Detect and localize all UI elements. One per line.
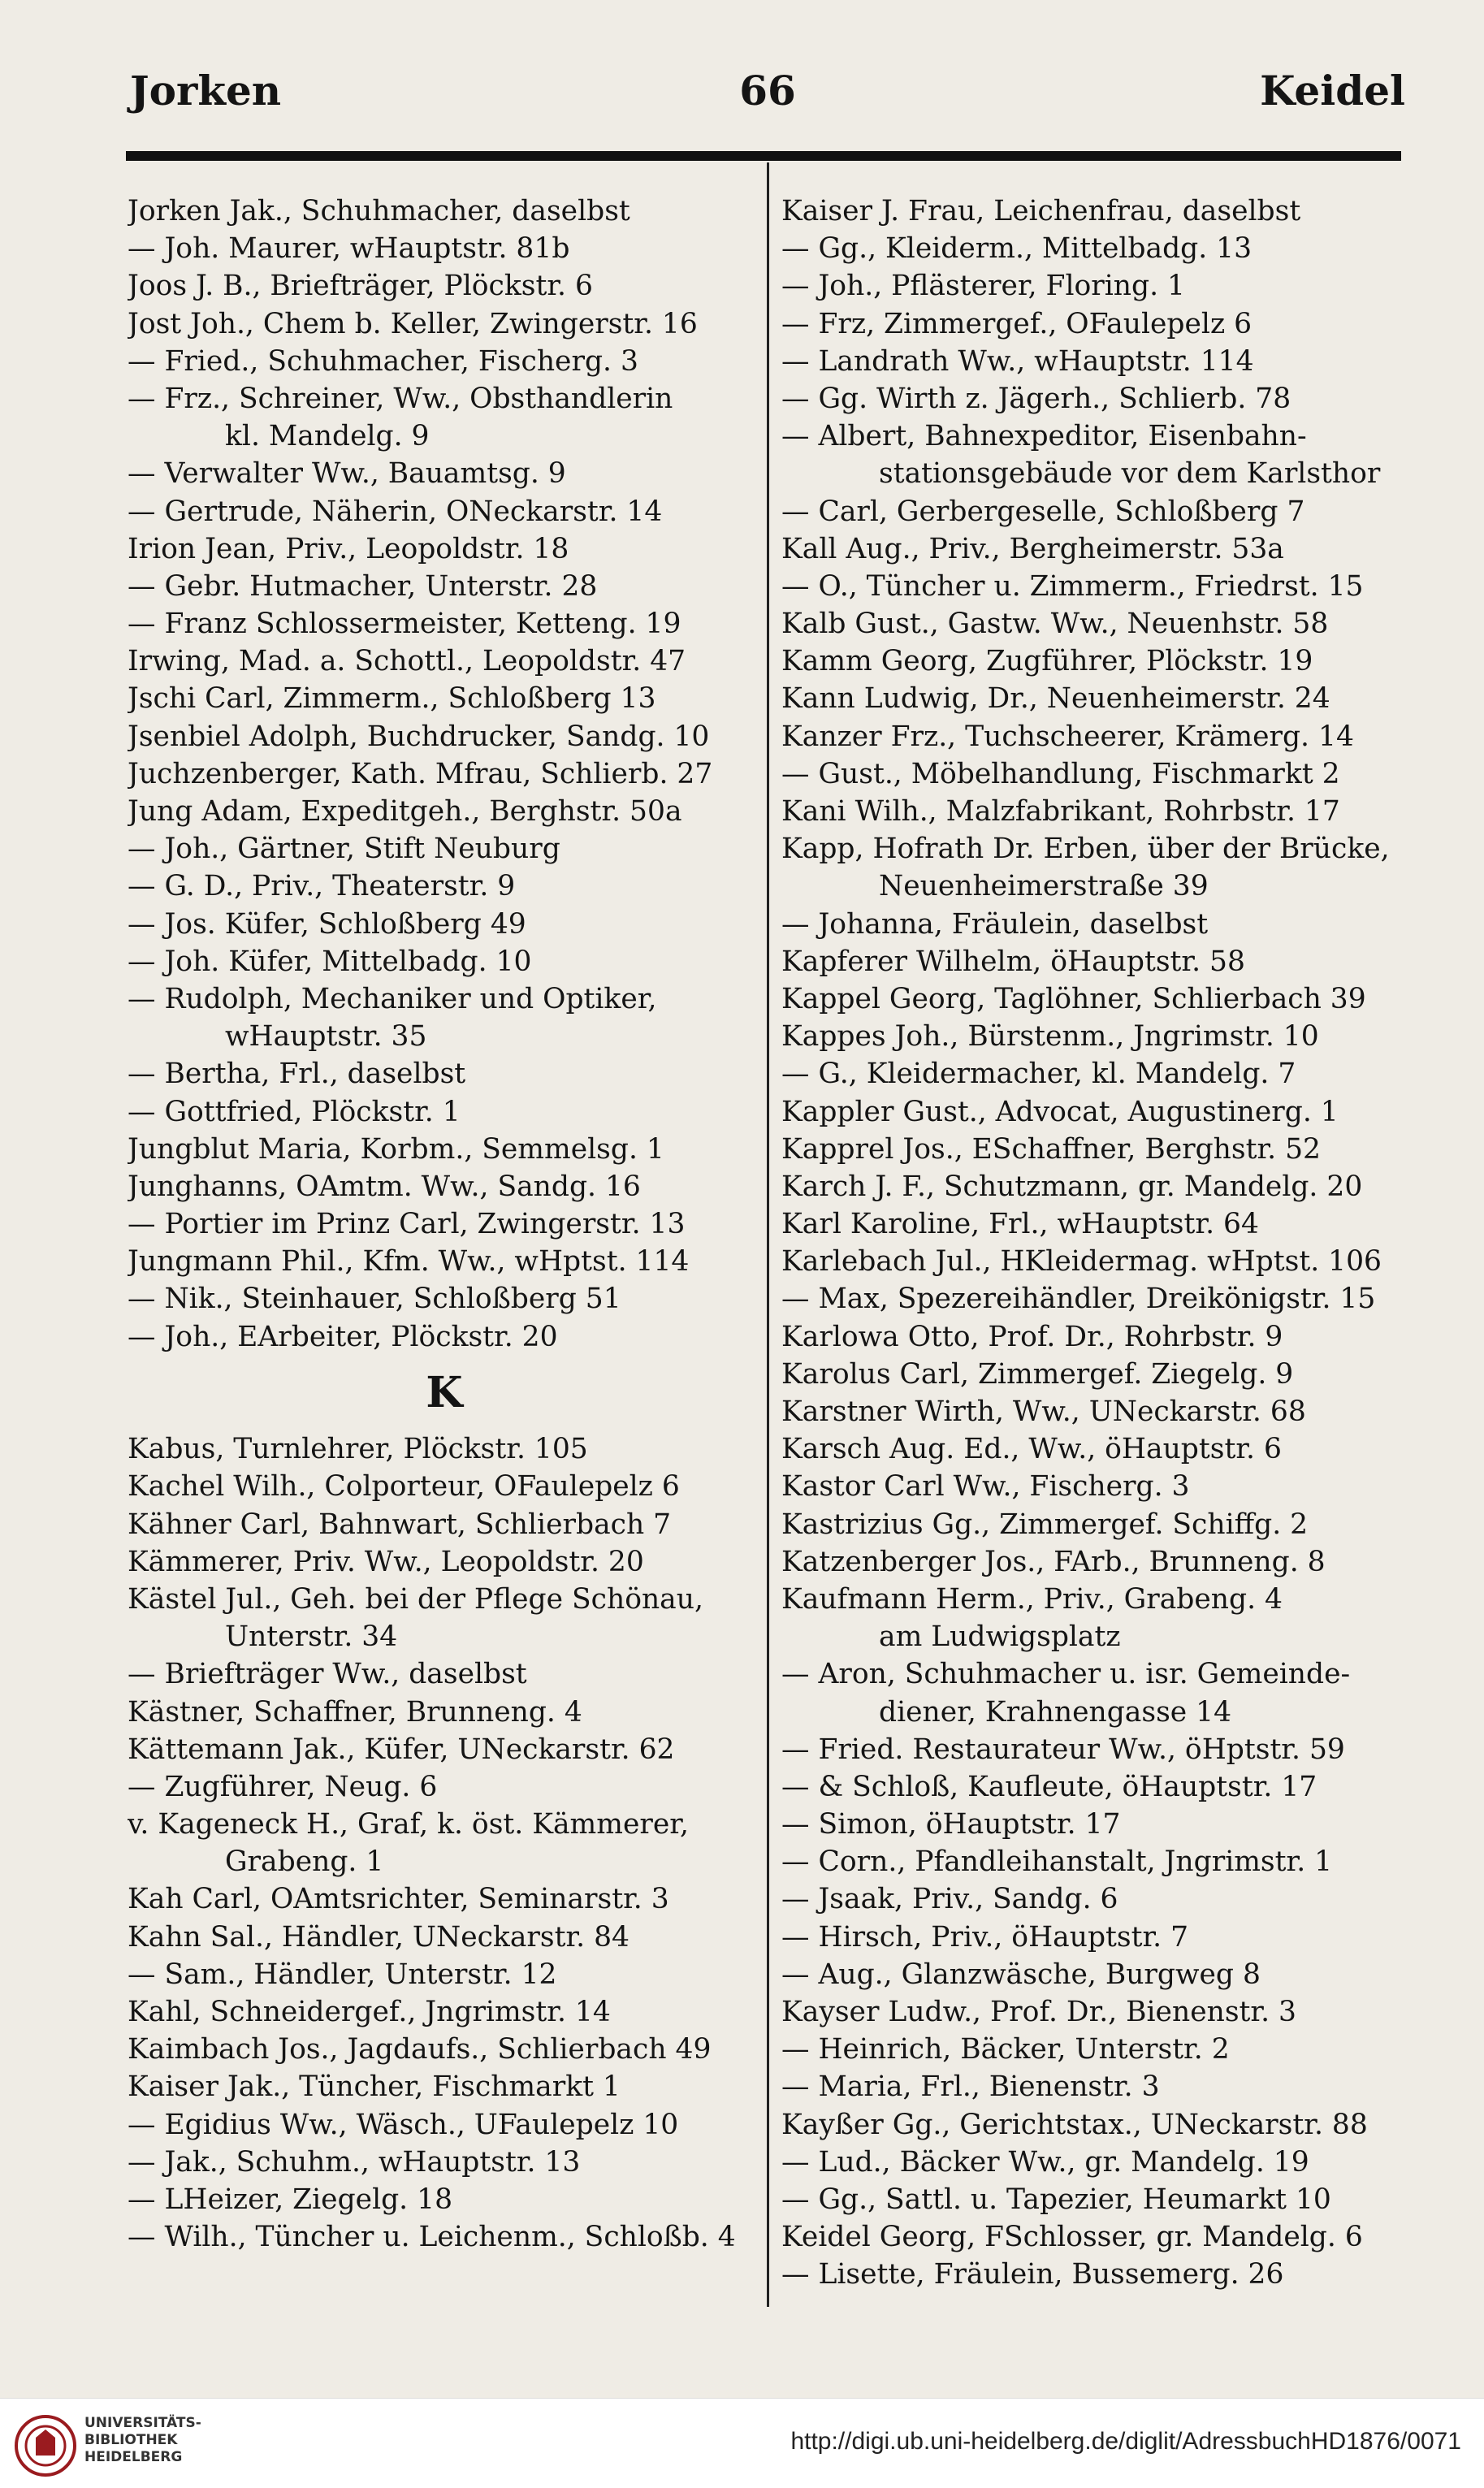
directory-entry: Kaimbach Jos., Jagdaufs., Schlierbach 49: [128, 2033, 712, 2066]
directory-entry: — Gertrude, Näherin, ONeckarstr. 14: [128, 495, 663, 528]
directory-entry: Kayser Ludw., Prof. Dr., Bienenstr. 3: [781, 1996, 1296, 2028]
directory-entry: Kaiser Jak., Tüncher, Fischmarkt 1: [128, 2070, 621, 2104]
directory-entry: — Jsaak, Priv., Sandg. 6: [781, 1883, 1118, 1916]
directory-entry: — Joh. Küfer, Mittelbadg. 10: [128, 945, 532, 978]
directory-entry: — Rudolph, Mechaniker und Optiker,: [128, 982, 657, 1015]
directory-entry: Kastor Carl Ww., Fischerg. 3: [781, 1470, 1190, 1504]
directory-entry: — Briefträger Ww., daselbst: [128, 1658, 527, 1691]
directory-entry: Kabus, Turnlehrer, Plöckstr. 105: [128, 1433, 588, 1466]
directory-entry: Jung Adam, Expeditgeh., Berghstr. 50a: [128, 795, 682, 828]
library-logo-text: [84, 2415, 201, 2466]
directory-entry: — Aron, Schuhmacher u. isr. Gemeinde-: [781, 1658, 1351, 1691]
page-header: [130, 67, 1405, 140]
directory-entry: Kahl, Schneidergef., Jngrimstr. 14: [128, 1996, 611, 2029]
directory-entry: — Sam., Händler, Unterstr. 12: [128, 1958, 557, 1991]
directory-entry: Kapp, Hofrath Dr. Erben, über der Brücke,: [781, 833, 1390, 866]
directory-entry: Kamm Georg, Zugführer, Plöckstr. 19: [781, 645, 1313, 678]
directory-entry: Kani Wilh., Malzfabrikant, Rohrbstr. 17: [781, 795, 1340, 828]
directory-entry: Jschi Carl, Zimmerm., Schloßberg 13: [128, 682, 656, 716]
directory-entry: Karl Karoline, Frl., wHauptstr. 64: [781, 1208, 1259, 1241]
directory-entry: — & Schloß, Kaufleute, öHauptstr. 17: [781, 1770, 1317, 1803]
directory-entry: — Nik., Steinhauer, Schloßberg 51: [128, 1283, 621, 1316]
directory-entry: — Gg., Kleiderm., Mittelbadg. 13: [781, 232, 1253, 266]
directory-entry: Karolus Carl, Zimmergef. Ziegelg. 9: [781, 1357, 1294, 1391]
directory-entry: Kayßer Gg., Gerichtstax., UNeckarstr. 88: [781, 2108, 1368, 2141]
section-letter: K: [426, 1367, 463, 1417]
directory-entry: Katzenberger Jos., FArb., Brunneng. 8: [781, 1545, 1326, 1578]
directory-entry: — Gg., Sattl. u. Tapezier, Heumarkt 10: [781, 2183, 1331, 2216]
directory-entry: Jorken Jak., Schuhmacher, daselbst: [128, 195, 630, 227]
directory-entry: — Simon, öHauptstr. 17: [781, 1808, 1121, 1841]
directory-entry: — Gebr. Hutmacher, Unterstr. 28: [128, 569, 598, 603]
directory-entry: Jsenbiel Adolph, Buchdrucker, Sandg. 10: [128, 720, 710, 753]
page-number: 66: [739, 67, 796, 115]
directory-entry: Kättemann Jak., Küfer, UNeckarstr. 62: [128, 1733, 675, 1766]
directory-entry: — Joh., Gärtner, Stift Neuburg: [128, 833, 560, 866]
directory-entry: am Ludwigsplatz: [879, 1620, 1121, 1654]
source-url-link[interactable]: http://digi.ub.uni-heidelberg.de/diglit/AdressbuchHD1876/0071: [790, 2428, 1461, 2455]
directory-entry: Kappes Joh., Bürstenm., Jngrimstr. 10: [781, 1020, 1319, 1054]
directory-entry: Jost Joh., Chem b. Keller, Zwingerstr. 16: [128, 307, 698, 340]
directory-entry: Kappler Gust., Advocat, Augustinerg. 1: [781, 1095, 1339, 1128]
directory-entry: — Fried. Restaurateur Ww., öHptstr. 59: [781, 1733, 1345, 1766]
directory-entry: Irion Jean, Priv., Leopoldstr. 18: [128, 532, 569, 565]
directory-entry: — Gust., Möbelhandlung, Fischmarkt 2: [781, 757, 1340, 790]
logo-line-3: HEIDELBERG: [84, 2449, 183, 2465]
directory-entry: Kämmerer, Priv. Ww., Leopoldstr. 20: [128, 1545, 644, 1578]
directory-entry: v. Kageneck H., Graf, k. öst. Kämmerer,: [128, 1808, 689, 1841]
directory-entry: — Landrath Ww., wHauptstr. 114: [781, 344, 1254, 378]
directory-entry: Kästner, Schaffner, Brunneng. 4: [128, 1695, 582, 1729]
directory-entry: — Carl, Gerbergeselle, Schloßberg 7: [781, 495, 1305, 528]
directory-entry: — Bertha, Frl., daselbst: [128, 1058, 466, 1091]
directory-entry: wHauptstr. 35: [225, 1020, 427, 1054]
directory-entry: Kah Carl, OAmtsrichter, Seminarstr. 3: [128, 1883, 669, 1916]
directory-entry: Kann Ludwig, Dr., Neuenheimerstr. 24: [781, 682, 1330, 716]
right-column: [781, 193, 1407, 2294]
directory-entry: Karsch Aug. Ed., Ww., öHauptstr. 6: [781, 1433, 1282, 1466]
directory-entry: — Lisette, Fräulein, Bussemerg. 26: [781, 2258, 1284, 2291]
directory-entry: — Joh., Pflästerer, Floring. 1: [781, 270, 1185, 303]
directory-entry: Kalb Gust., Gastw. Ww., Neuenhstr. 58: [781, 608, 1329, 641]
left-column-entries-k: [128, 1430, 761, 2256]
directory-entry: Karch J. F., Schutzmann, gr. Mandelg. 20: [781, 1170, 1363, 1203]
directory-entry: — Franz Schlossermeister, Ketteng. 19: [128, 608, 681, 641]
directory-entry: Karstner Wirth, Ww., UNeckarstr. 68: [781, 1395, 1306, 1428]
directory-entry: Kachel Wilh., Colporteur, OFaulepelz 6: [128, 1470, 680, 1504]
directory-entry: Keidel Georg, FSchlosser, gr. Mandelg. 6: [781, 2221, 1363, 2254]
header-left-keyword: Jorken: [130, 67, 282, 115]
directory-entry: — Zugführer, Neug. 6: [128, 1770, 438, 1803]
directory-entry: Kastrizius Gg., Zimmergef. Schiffg. 2: [781, 1508, 1309, 1541]
directory-entry: Kahn Sal., Händler, UNeckarstr. 84: [128, 1920, 630, 1954]
directory-entry: Kanzer Frz., Tuchscheerer, Krämerg. 14: [781, 720, 1354, 753]
directory-entry: Unterstr. 34: [225, 1620, 398, 1654]
directory-entry: Neuenheimerstraße 39: [879, 870, 1209, 903]
directory-entry: Junghanns, OAmtm. Ww., Sandg. 16: [128, 1170, 641, 1203]
directory-entry: kl. Mandelg. 9: [225, 420, 430, 453]
directory-entry: — Aug., Glanzwäsche, Burgweg 8: [781, 1958, 1261, 1991]
directory-entry: Kaiser J. Frau, Leichenfrau, daselbst: [781, 195, 1301, 227]
directory-entry: — Albert, Bahnexpeditor, Eisenbahn-: [781, 420, 1307, 453]
directory-entry: — Fried., Schuhmacher, Fischerg. 3: [128, 344, 638, 378]
directory-entry: Irwing, Mad. a. Schottl., Leopoldstr. 47: [128, 645, 686, 678]
directory-entry: diener, Krahnengasse 14: [879, 1695, 1232, 1729]
directory-entry: Karlowa Otto, Prof. Dr., Rohrbstr. 9: [781, 1320, 1283, 1353]
directory-entry: Jungblut Maria, Korbm., Semmelsg. 1: [128, 1132, 664, 1166]
directory-entry: Jungmann Phil., Kfm. Ww., wHptst. 114: [128, 1245, 690, 1279]
directory-entry: — G. D., Priv., Theaterstr. 9: [128, 870, 516, 903]
logo-line-2: BIBLIOTHEK: [84, 2432, 178, 2448]
directory-entry: — LHeizer, Ziegelg. 18: [128, 2183, 453, 2216]
directory-entry: — Gg. Wirth z. Jägerh., Schlierb. 78: [781, 382, 1291, 415]
directory-entry: — Jak., Schuhm., wHauptstr. 13: [128, 2145, 581, 2179]
left-column: [128, 193, 761, 2256]
directory-entry: Kapferer Wilhelm, öHauptstr. 58: [781, 945, 1245, 978]
directory-entry: — Gottfried, Plöckstr. 1: [128, 1095, 461, 1128]
directory-entry: — Egidius Ww., Wäsch., UFaulepelz 10: [128, 2108, 679, 2141]
directory-entry: — Frz, Zimmergef., OFaulepelz 6: [781, 307, 1253, 340]
column-divider: [767, 162, 769, 2307]
directory-entry: Kappel Georg, Taglöhner, Schlierbach 39: [781, 982, 1366, 1015]
footer-bar: [0, 2398, 1484, 2488]
directory-entry: — Corn., Pfandleihanstalt, Jngrimstr. 1: [781, 1845, 1333, 1879]
directory-entry: — Johanna, Fräulein, daselbst: [781, 907, 1209, 941]
directory-entry: Kähner Carl, Bahnwart, Schlierbach 7: [128, 1508, 672, 1541]
logo-line-1: UNIVERSITÄTS-: [84, 2415, 201, 2431]
directory-entry: Kästel Jul., Geh. bei der Pflege Schönau,: [128, 1582, 703, 1616]
directory-entry: Kall Aug., Priv., Bergheimerstr. 53a: [781, 532, 1284, 565]
directory-entry: — Maria, Frl., Bienenstr. 3: [781, 2070, 1160, 2104]
directory-entry: — Wilh., Tüncher u. Leichenm., Schloßb. 4: [128, 2221, 736, 2254]
directory-entry: Karlebach Jul., HKleidermag. wHptst. 106: [781, 1245, 1382, 1279]
directory-entry: — Joh. Maurer, wHauptstr. 81b: [128, 232, 570, 266]
directory-entry: — Verwalter Ww., Bauamtsg. 9: [128, 457, 566, 491]
directory-entry: — Jos. Küfer, Schloßberg 49: [128, 907, 526, 941]
directory-entry: Grabeng. 1: [225, 1845, 384, 1879]
university-seal-icon: [13, 2413, 78, 2478]
directory-entry: Kapprel Jos., ESchaffner, Berghstr. 52: [781, 1132, 1322, 1166]
directory-entry: — Joh., EArbeiter, Plöckstr. 20: [128, 1320, 558, 1353]
directory-entry: Kaufmann Herm., Priv., Grabeng. 4: [781, 1582, 1283, 1616]
directory-entry: stationsgebäude vor dem Karlsthor: [879, 457, 1381, 491]
directory-entry: — O., Tüncher u. Zimmerm., Friedrst. 15: [781, 569, 1364, 603]
directory-entry: — Frz., Schreiner, Ww., Obsthandlerin: [128, 382, 673, 415]
directory-entry: Juchzenberger, Kath. Mfrau, Schlierb. 27: [128, 757, 713, 790]
directory-entry: — Portier im Prinz Carl, Zwingerstr. 13: [128, 1208, 686, 1241]
directory-entry: — G., Kleidermacher, kl. Mandelg. 7: [781, 1058, 1296, 1091]
directory-entry: — Hirsch, Priv., öHauptstr. 7: [781, 1920, 1189, 1954]
directory-entry: Joos J. B., Briefträger, Plöckstr. 6: [128, 270, 593, 303]
left-column-entries-j: [128, 193, 761, 1356]
directory-entry: — Max, Spezereihändler, Dreikönigstr. 15: [781, 1283, 1376, 1316]
directory-entry: — Heinrich, Bäcker, Unterstr. 2: [781, 2033, 1230, 2066]
directory-entry: — Lud., Bäcker Ww., gr. Mandelg. 19: [781, 2145, 1309, 2179]
header-rule: [126, 151, 1401, 161]
header-right-keyword: Keidel: [1260, 67, 1405, 115]
